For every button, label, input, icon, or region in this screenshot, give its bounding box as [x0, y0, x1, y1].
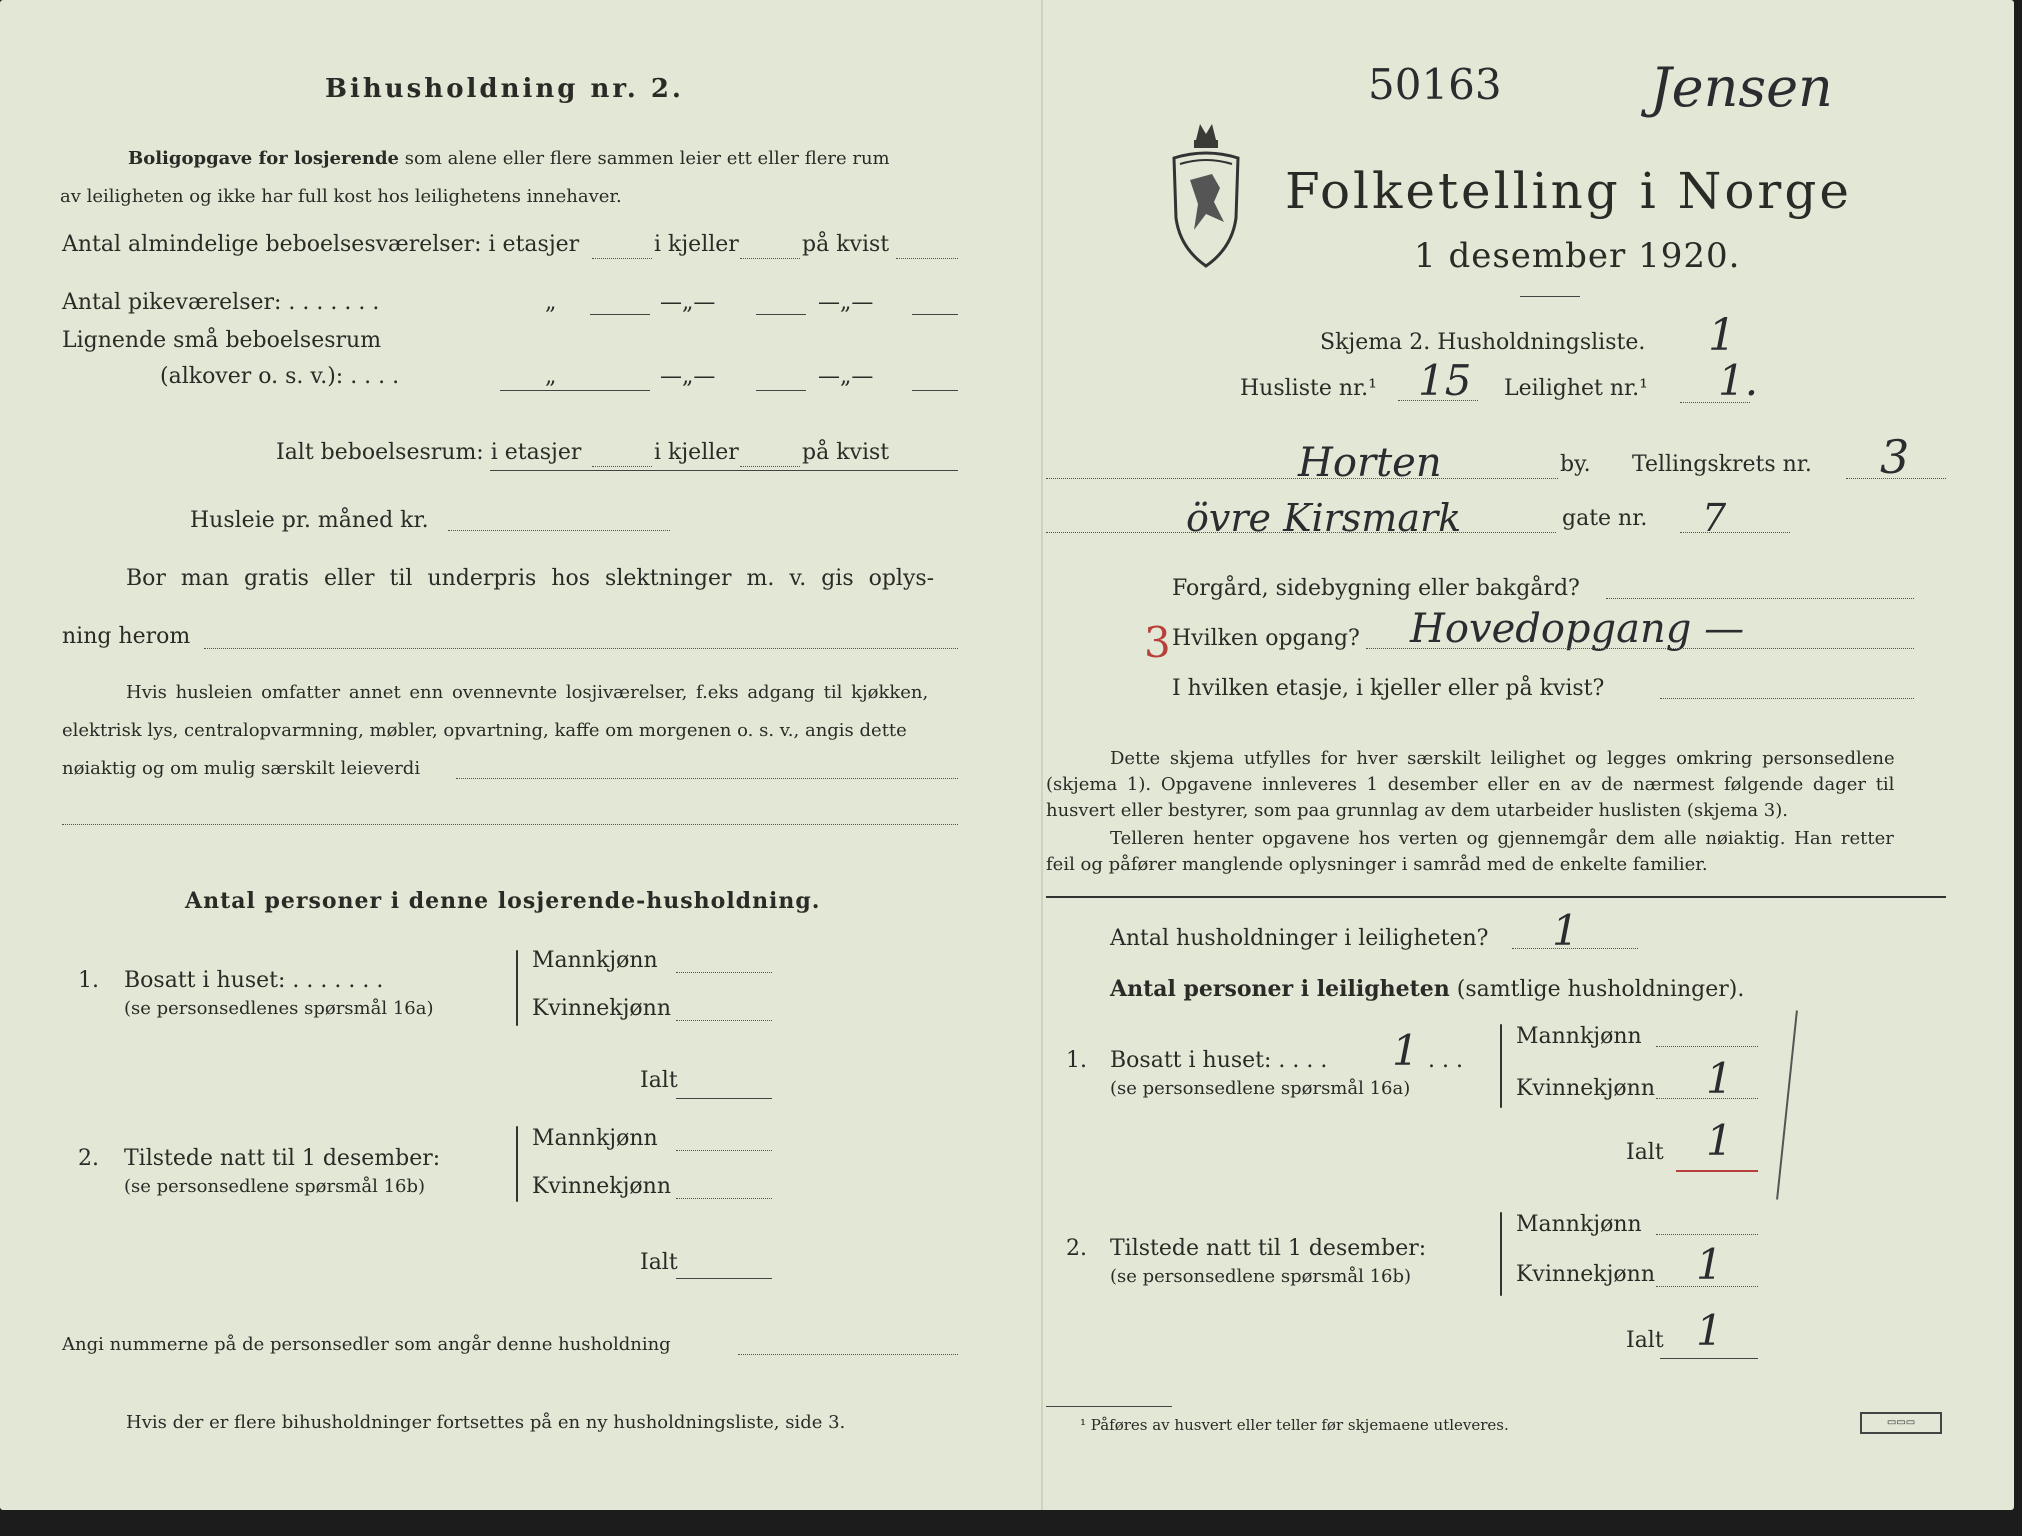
- check-mark: [1776, 1010, 1798, 1199]
- ialt-etasjer-line: [592, 466, 652, 467]
- angi-text: Angi nummerne på de personsedler som angår denne husholdning: [62, 1334, 671, 1355]
- lign-ditto2: —„—: [660, 364, 716, 389]
- right-tilstede-num: 2.: [1066, 1236, 1087, 1261]
- leilighet-val: 1.: [1718, 356, 1759, 405]
- left-bosatt-kvinne: Kvinnekjønn: [532, 996, 671, 1021]
- rooms-kjeller-line: [740, 258, 800, 259]
- right-tilstede-brace: [1500, 1212, 1502, 1296]
- left-bosatt-kvinne-line: [676, 1020, 772, 1021]
- gate-val-line: [1680, 532, 1790, 533]
- opgang-label: Hvilken opgang?: [1172, 626, 1360, 651]
- pike-label: Antal pikeværelser: . . . . . . .: [62, 290, 380, 315]
- bor-line: [204, 648, 958, 649]
- pike-ditto2: —„—: [660, 290, 716, 315]
- intro-line2: av leiligheten og ikke har full kost hos leilighetens innehaver.: [60, 186, 622, 207]
- para2-l1: Telleren henter opgavene hos verten og gjennemgår dem alle nøiaktig. Han retter: [1110, 828, 1894, 849]
- right-bosatt-hand: 1: [1392, 1026, 1419, 1075]
- right-bosatt-mann: Mannkjønn: [1516, 1024, 1642, 1049]
- right-antal-heading-bold: Antal personer i leiligheten: [1110, 976, 1450, 1002]
- gate-val: 7: [1702, 496, 1727, 540]
- left-tilstede-ialt: Ialt: [640, 1250, 678, 1275]
- left-tilstede-ialt-line: [676, 1278, 772, 1279]
- coat-of-arms-icon: [1166, 118, 1246, 270]
- gate-label: gate nr.: [1562, 506, 1648, 531]
- right-tilstede-ialt-val: 1: [1696, 1306, 1723, 1355]
- left-bosatt-mann: Mannkjønn: [532, 948, 658, 973]
- by-line: [1046, 478, 1558, 479]
- right-bosatt-kvinne-line: [1656, 1098, 1758, 1099]
- right-tilstede-mann-line: [1656, 1234, 1758, 1235]
- pike-line1: [590, 314, 650, 315]
- left-bosatt-brace: [516, 950, 518, 1026]
- intro-bold: Boligopgave for losjerende: [128, 148, 400, 169]
- para1-l1: Dette skjema utfylles for hver særskilt leilighet og legges omkring personsedlene: [1110, 748, 1895, 769]
- rooms-kjeller: i kjeller: [654, 232, 739, 257]
- left-tilstede-label: Tilstede natt til 1 desember:: [124, 1146, 441, 1171]
- bor-line1: Bor man gratis eller til underpris hos slektninger m. v. gis oplys-: [126, 566, 935, 591]
- right-date: 1 desember 1920.: [1414, 236, 1741, 276]
- etasje-label: I hvilken etasje, i kjeller eller på kvist?: [1172, 676, 1605, 701]
- flere-text: Hvis der er flere bihusholdninger fortsettes på en ny husholdningsliste, side 3.: [126, 1412, 846, 1433]
- right-tilstede-kvinne-line: [1656, 1286, 1758, 1287]
- footnote: ¹ Påføres av husvert eller teller før skjemaene utleveres.: [1080, 1416, 1509, 1434]
- right-bosatt-num: 1.: [1066, 1048, 1087, 1073]
- archive-number: 50163: [1368, 60, 1502, 109]
- skjema-label: Skjema 2. Husholdningsliste.: [1320, 330, 1646, 355]
- lign-ditto3: —„—: [818, 364, 874, 389]
- by-hand: Horten: [1298, 440, 1442, 486]
- printer-stamp: ▭▭▭: [1860, 1412, 1942, 1434]
- left-tilstede-mann: Mannkjønn: [532, 1126, 658, 1151]
- husleie-line: [448, 530, 670, 531]
- ialt-underline: [490, 470, 958, 471]
- right-bosatt-mann-line: [1656, 1046, 1758, 1047]
- left-bosatt-ialt: Ialt: [640, 1068, 678, 1093]
- right-antal-heading-rest: (samtlige husholdninger).: [1456, 977, 1745, 1002]
- ialt-kjeller: i kjeller: [654, 440, 739, 465]
- etasje-line: [1660, 698, 1914, 699]
- right-bosatt-kvinne: Kvinnekjønn: [1516, 1076, 1655, 1101]
- hvis-line3: nøiaktig og om mulig særskilt leieverdi: [62, 758, 421, 779]
- angi-line: [738, 1354, 958, 1355]
- opgang-val: Hovedopgang —: [1410, 606, 1745, 652]
- lign-line1: [500, 390, 650, 391]
- left-bosatt-ialt-line: [676, 1098, 772, 1099]
- left-antal-heading: Antal personer i denne losjerende-husholdning.: [185, 888, 821, 914]
- skjema-hand: 1: [1708, 310, 1736, 361]
- pike-line3: [912, 314, 958, 315]
- leilighet-label: Leilighet nr.¹: [1504, 376, 1648, 401]
- gate-hand: övre Kirsmark: [1186, 496, 1462, 540]
- left-tilstede-kvinne-line: [676, 1198, 772, 1199]
- tellingskrets-val: 3: [1880, 430, 1910, 484]
- right-antal-heading: [1110, 976, 1744, 1002]
- para1-l3: husvert eller bestyrer, som paa grunnlag av dem utarbeider huslisten (skjema 3).: [1046, 800, 1788, 821]
- pike-ditto: „: [545, 290, 557, 315]
- left-tilstede-num: 2.: [78, 1146, 99, 1171]
- hush-label: Antal husholdninger i leiligheten?: [1110, 926, 1489, 951]
- para-rule: [1046, 896, 1946, 898]
- husliste-line: [1398, 400, 1478, 401]
- left-bosatt-mann-line: [676, 972, 772, 973]
- hush-val: 1: [1552, 906, 1579, 955]
- rooms-label: Antal almindelige beboelsesværelser: i etasjer: [62, 232, 580, 257]
- hvis-line2: elektrisk lys, centralopvarmning, møbler, opvartning, kaffe om morgenen o. s. v., angis dette: [62, 720, 907, 741]
- husliste-label: Husliste nr.¹: [1240, 376, 1377, 401]
- left-bosatt-label: Bosatt i huset: . . . . . . .: [124, 968, 384, 993]
- lign-label1: Lignende små beboelsesrum: [62, 328, 382, 353]
- para2-l2: feil og påfører manglende oplysninger i samråd med de enkelte familier.: [1046, 854, 1708, 875]
- left-tilstede-kvinne: Kvinnekjønn: [532, 1174, 671, 1199]
- rooms-kvist-line: [896, 258, 958, 259]
- right-bosatt-label: Bosatt i huset: . . . .: [1110, 1048, 1328, 1073]
- para1-l2: (skjema 1). Opgavene innleveres 1 desember eller en av de nærmest følgende dager til: [1046, 774, 1895, 795]
- pike-line2: [756, 314, 806, 315]
- right-bosatt-ialt-line: [1676, 1170, 1758, 1172]
- husleie-label: Husleie pr. måned kr.: [190, 508, 429, 533]
- intro-rest: som alene eller flere sammen leier ett eller flere rum: [404, 148, 890, 169]
- footnote-rule: [1046, 1406, 1172, 1407]
- opgang-line: [1366, 648, 1914, 649]
- lign-ditto: „: [545, 364, 557, 389]
- by-label: by.: [1560, 452, 1591, 477]
- lign-line3: [912, 390, 958, 391]
- right-tilstede-sub: (se personsedlene spørsmål 16b): [1110, 1266, 1412, 1287]
- right-bosatt-ialt-val: 1: [1706, 1116, 1733, 1165]
- right-bosatt-dots: . . .: [1428, 1048, 1463, 1073]
- left-tilstede-mann-line: [676, 1150, 772, 1151]
- right-tilstede-kvinne: Kvinnekjønn: [1516, 1262, 1655, 1287]
- right-bosatt-sub: (se personsedlene spørsmål 16a): [1110, 1078, 1411, 1099]
- gate-line: [1046, 532, 1556, 533]
- tellingskrets-label: Tellingskrets nr.: [1632, 452, 1812, 477]
- right-tilstede-kvinne-val: 1: [1696, 1240, 1723, 1289]
- page-fold: [1041, 0, 1043, 1510]
- left-bosatt-sub: (se personsedlenes spørsmål 16a): [124, 998, 434, 1019]
- lign-line2: [756, 390, 806, 391]
- right-bosatt-ialt: Ialt: [1626, 1140, 1664, 1165]
- ialt-kjeller-line: [740, 466, 800, 467]
- intro-line1: [128, 148, 890, 169]
- right-bosatt-brace: [1500, 1024, 1502, 1108]
- signature: Jensen: [1650, 56, 1833, 119]
- left-bosatt-num: 1.: [78, 968, 99, 993]
- hush-line: [1512, 948, 1638, 949]
- lign-label2: (alkover o. s. v.): . . . .: [160, 364, 400, 389]
- ialt-rooms-label: Ialt beboelsesrum: i etasjer: [276, 440, 582, 465]
- leilighet-line: [1680, 402, 1750, 403]
- left-tilstede-brace: [516, 1126, 518, 1202]
- ialt-kvist: på kvist: [802, 440, 890, 465]
- forgard-line: [1606, 598, 1914, 599]
- title-rule: [1520, 296, 1580, 297]
- right-bosatt-kvinne-val: 1: [1706, 1054, 1733, 1103]
- left-tilstede-sub: (se personsedlene spørsmål 16b): [124, 1176, 426, 1197]
- right-tilstede-ialt-line: [1660, 1358, 1758, 1359]
- tellingskrets-line: [1846, 478, 1946, 479]
- opgang-mark: 3: [1144, 618, 1171, 667]
- right-title: Folketelling i Norge: [1285, 162, 1852, 220]
- bor-line2: ning herom: [62, 624, 191, 649]
- husliste-val: 15: [1418, 356, 1472, 405]
- hvis-line1: Hvis husleien omfatter annet enn ovennevnte losjiværelser, f.eks adgang til kjøkken,: [126, 682, 929, 703]
- rooms-kvist: på kvist: [802, 232, 890, 257]
- rooms-etasjer-line: [592, 258, 652, 259]
- forgard-label: Forgård, sidebygning eller bakgård?: [1172, 576, 1580, 601]
- right-tilstede-mann: Mannkjønn: [1516, 1212, 1642, 1237]
- hvis-line-extra: [62, 824, 958, 825]
- right-tilstede-label: Tilstede natt til 1 desember:: [1110, 1236, 1427, 1261]
- right-tilstede-ialt: Ialt: [1626, 1328, 1664, 1353]
- pike-ditto3: —„—: [818, 290, 874, 315]
- hvis-line: [456, 778, 958, 779]
- left-title: Bihusholdning nr. 2.: [325, 74, 684, 104]
